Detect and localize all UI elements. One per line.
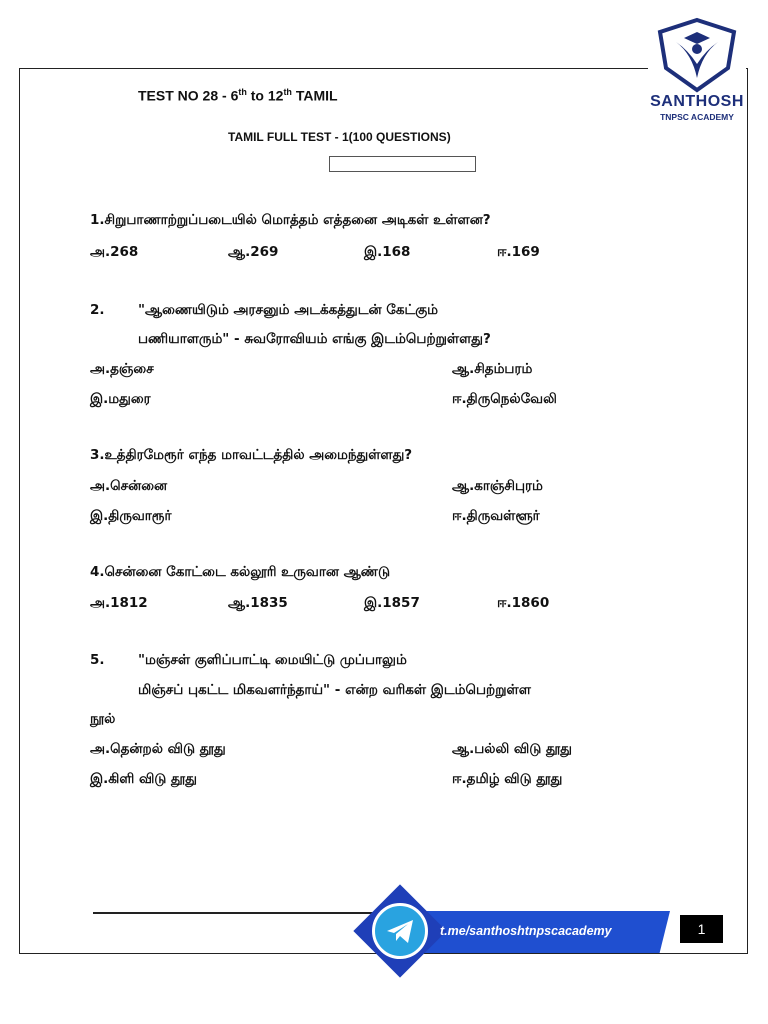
test-subtitle: TAMIL FULL TEST - 1(100 QUESTIONS) — [228, 130, 451, 144]
logo-tagline: TNPSC ACADEMY — [660, 112, 734, 122]
option-a: அ.1812 — [90, 595, 148, 611]
option-d: ஈ.திருநெல்வேலி — [452, 391, 557, 407]
page-number: 1 — [680, 915, 723, 943]
logo-name: SANTHOSH — [650, 93, 744, 110]
option-a: அ.268 — [90, 244, 139, 260]
question-5-line-1: "மஞ்சள் குளிப்பாட்டி மையிட்டு முப்பாலும் — [138, 652, 407, 668]
option-c: இ.திருவாரூர் — [90, 508, 172, 524]
option-a: அ.சென்னை — [90, 478, 168, 494]
question-5-line-3: நூல் — [90, 711, 116, 727]
option-c: இ.1857 — [364, 595, 420, 611]
option-d: ஈ.திருவள்ளூர் — [452, 508, 540, 524]
telegram-link[interactable]: t.me/santhoshtnpscacademy — [440, 924, 612, 938]
option-b: ஆ.பல்லி விடு தூது — [452, 741, 572, 757]
question-number: 5. — [90, 652, 105, 668]
telegram-plane-icon[interactable] — [372, 903, 428, 959]
option-a: அ.தென்றல் விடு தூது — [90, 741, 226, 757]
shield-emblem-icon — [654, 16, 740, 94]
answer-box — [329, 156, 476, 172]
question-2-line-1: "ஆணையிடும் அரசனும் அடக்கத்துடன் கேட்கும் — [138, 302, 439, 318]
question-number: 2. — [90, 302, 105, 318]
option-d: ஈ.தமிழ் விடு தூது — [452, 771, 563, 787]
option-c: இ.கிளி விடு தூது — [90, 771, 197, 787]
option-c: இ.168 — [364, 244, 411, 260]
question-4: 4.சென்னை கோட்டை கல்லூரி உருவான ஆண்டு — [90, 564, 390, 580]
option-d: ஈ.1860 — [497, 595, 550, 611]
option-b: ஆ.சிதம்பரம் — [452, 361, 533, 377]
option-d: ஈ.169 — [497, 244, 540, 260]
option-b: ஆ.269 — [228, 244, 279, 260]
option-b: ஆ.காஞ்சிபுரம் — [452, 478, 543, 494]
option-a: அ.தஞ்சை — [90, 361, 154, 377]
academy-logo — [648, 16, 746, 122]
test-title: TEST NO 28 - 6th to 12th TAMIL — [138, 87, 338, 104]
option-c: இ.மதுரை — [90, 391, 151, 407]
question-2-line-2: பணியாளரும்" - சுவரோவியம் எங்கு இடம்பெற்றுள்ளது? — [138, 331, 491, 347]
footer-divider — [93, 912, 378, 914]
question-5-line-2: மிஞ்சப் புகட்ட மிகவளர்ந்தாய்" - என்ற வரிகள் இடம்பெற்றுள்ள — [138, 682, 531, 698]
question-3: 3.உத்திரமேரூர் எந்த மாவட்டத்தில் அமைந்துள்ளது? — [90, 447, 413, 463]
question-1: 1.சிறுபாணாற்றுப்படையில் மொத்தம் எத்தனை அடிகள் உள்ளன? — [90, 212, 491, 228]
option-b: ஆ.1835 — [228, 595, 288, 611]
